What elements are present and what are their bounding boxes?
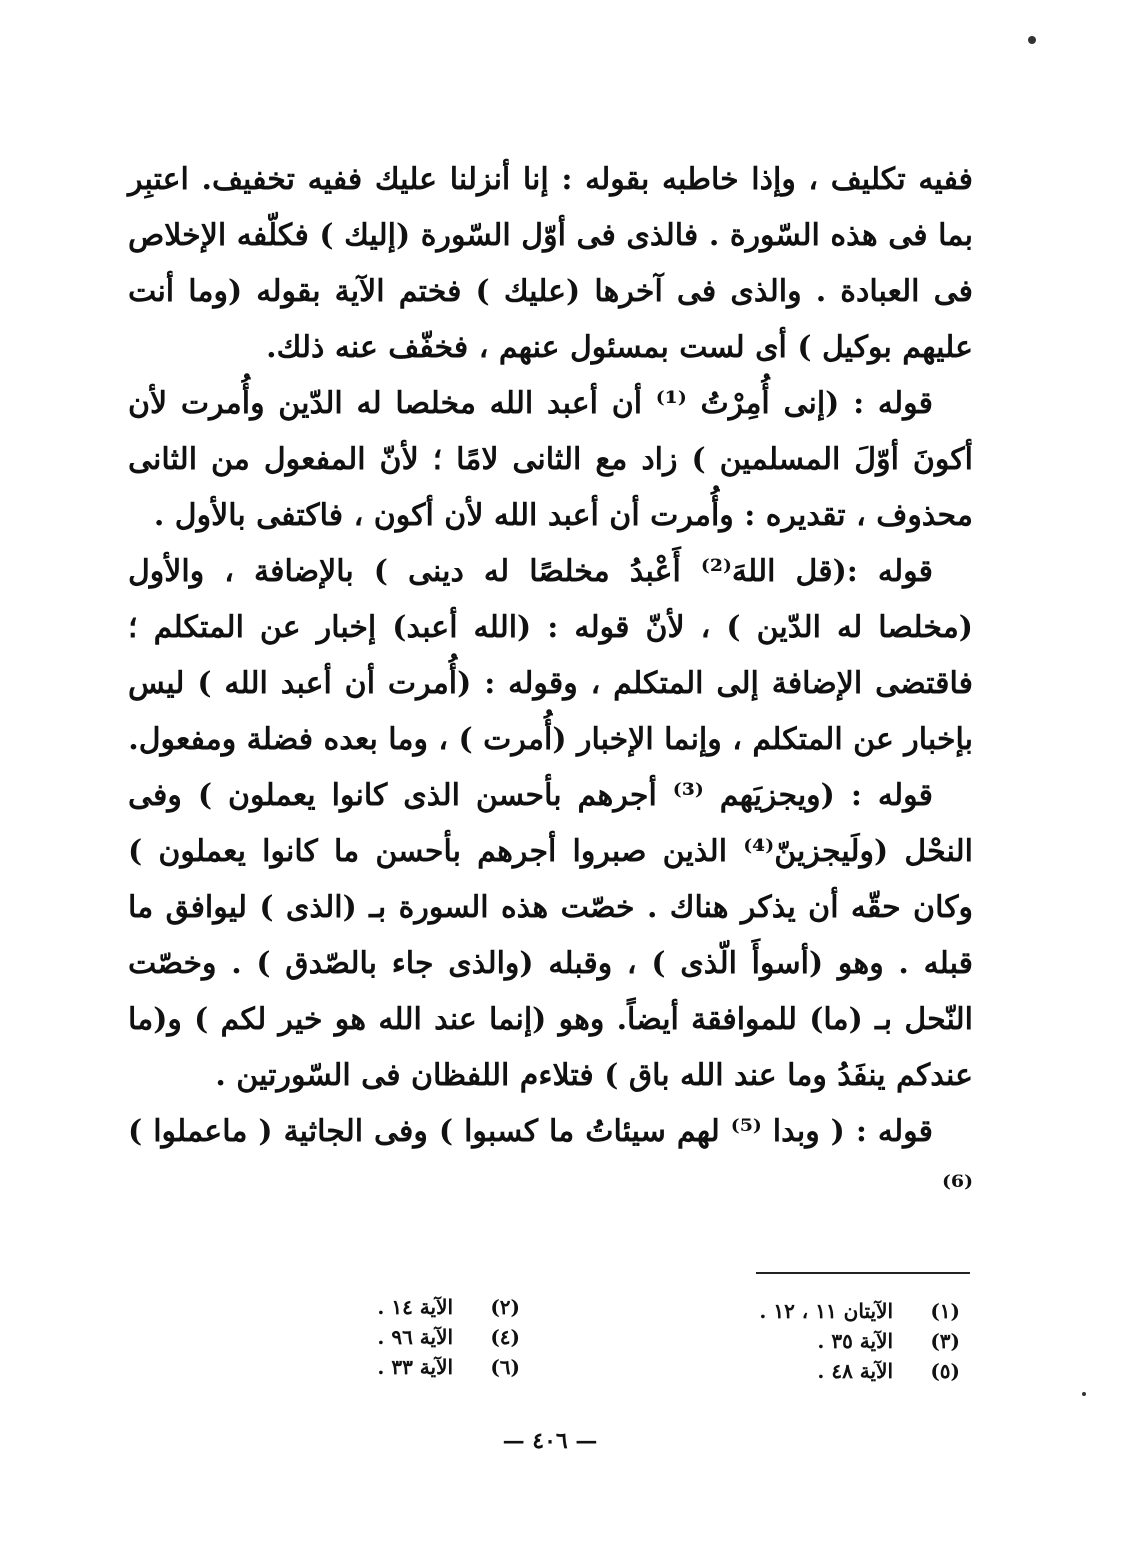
paragraph-3: قوله :(قل اللهَ⁽²⁾ أَعْبدُ مخلصًا له دينى ) بالإضافة ، والأول (مخلصا له الدّين ) ، لأنّ قوله : (الله أعبد) إخبار عن المتكلم ؛ فاقتضى الإضافة إلى المتكلم ، وقوله : (أُمرت أن أعبد الله ) ليس بإخبار عن المتكلم ، وإنما الإخبار (أُمرت ) ، وما بعده فضلة ومفعول. [128, 554, 973, 757]
footnote-item [700, 1296, 960, 1326]
footnote-number: (٢) [490, 1295, 520, 1319]
main-text [128, 152, 973, 1216]
footnote-item [700, 1356, 960, 1386]
footnote-number: (٣) [930, 1329, 960, 1353]
page-number: — ٤٠٦ — [502, 1428, 598, 1454]
footnote-number: (١) [930, 1299, 960, 1323]
footnote-item [700, 1326, 960, 1356]
footnote-divider [756, 1272, 970, 1274]
scan-speck [1028, 36, 1036, 44]
scan-speck [1082, 1392, 1086, 1396]
footnote-text: الآيتان ١١ ، ١٢ . [759, 1299, 894, 1323]
footnote-item [320, 1322, 520, 1352]
footnote-text: الآية ١٤ . [377, 1295, 454, 1319]
footnotes-left-column [320, 1292, 520, 1382]
paragraph-4: قوله : (ويجزيَهم ⁽³⁾ أجرهم بأحسن الذى كانوا يعملون ) وفى النحْل (ولَيجزينّ⁽⁴⁾ الذين صبروا أجرهم بأحسن ما كانوا يعملون ) وكان حقّه أن يذكر هناك . خصّت هذه السورة بـ (الذى ) ليوافق ما قبله . وهو (أسوأَ الّذى ) ، وقبله (والذى جاء بالصّدق ) . وخصّت النّحل بـ (ما) للموافقة أيضاً. وهو (إنما عند الله هو خير لكم ) و(ما عندكم ينفَدُ وما عند الله باق ) فتلاءم اللفظان فى السّورتين . [128, 778, 973, 1093]
paragraph-2: قوله : (إنى أُمِرْتُ ⁽¹⁾ أن أعبد الله مخلصا له الدّين وأُمرت لأن أكونَ أوّلَ المسلمين ) زاد مع الثانى لامًا ؛ لأنّ المفعول من الثانى محذوف ، تقديره : وأُمرت أن أعبد الله لأن أكون ، فاكتفى بالأول . [128, 386, 973, 533]
footnote-text: الآية ٣٥ . [817, 1329, 894, 1353]
paragraph-1: ففيه تكليف ، وإذا خاطبه بقوله : إنا أنزلنا عليك ففيه تخفيف. اعتبِر بما فى هذه السّورة . فالذى فى أوّل السّورة (إليك ) فكلّفه الإخلاص فى العبادة . والذى فى آخرها (عليك ) فختم الآية بقوله (وما أنت عليهم بوكيل ) أى لست بمسئول عنهم ، فخفّف عنه ذلك. [128, 162, 973, 365]
paragraph-5: قوله : ( وبدا ⁽⁵⁾ لهم سيئاتُ ما كسبوا ) وفى الجاثية ( ماعملوا )⁽⁶⁾ [128, 1114, 973, 1205]
footnote-number: (٦) [490, 1355, 520, 1379]
footnote-text: الآية ٩٦ . [377, 1325, 454, 1349]
footnotes-right-column [700, 1296, 960, 1386]
footnote-text: الآية ٣٣ . [377, 1355, 454, 1379]
footnote-item [320, 1352, 520, 1382]
footnote-number: (٤) [490, 1325, 520, 1349]
footnote-number: (٥) [930, 1359, 960, 1383]
footnote-text: الآية ٤٨ . [817, 1359, 894, 1383]
footnote-item [320, 1292, 520, 1322]
